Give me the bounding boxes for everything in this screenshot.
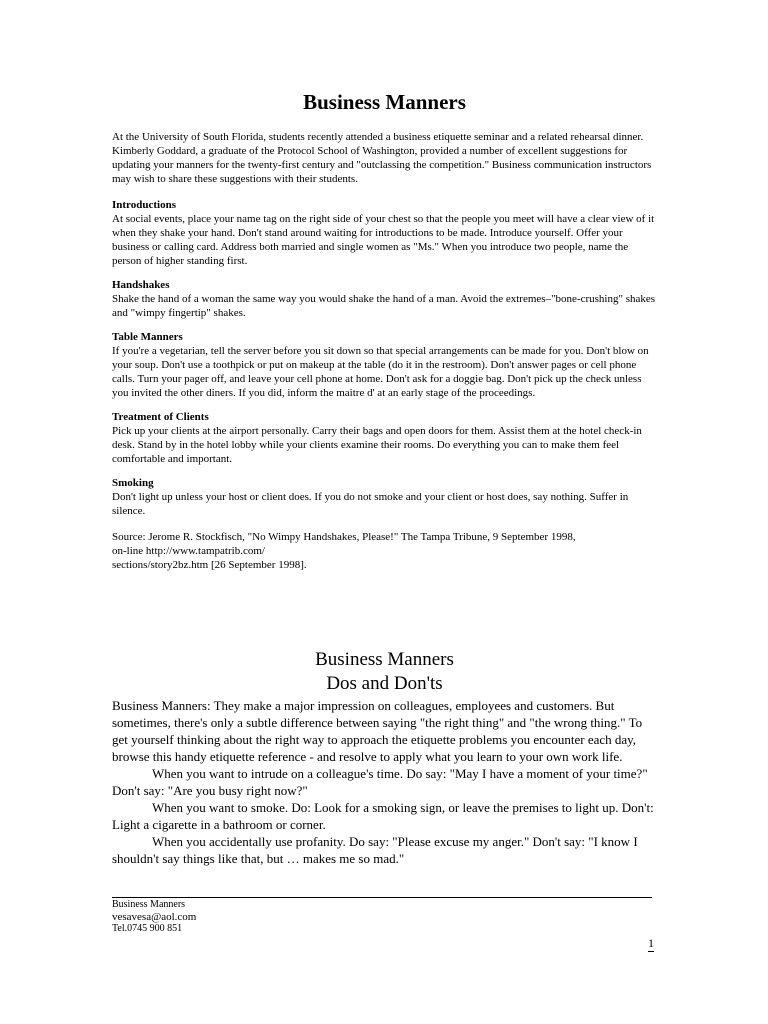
section-table-manners	[112, 330, 657, 400]
section-heading: Treatment of Clients	[112, 411, 209, 423]
section-text: Don't light up unless your host or client does. If you do not smoke and your client or host does, say nothing. Suffer in silence.	[112, 491, 629, 517]
footer-email[interactable]: vesavesa@aol.com	[112, 911, 197, 923]
page-number: 1	[648, 936, 654, 950]
section-heading: Smoking	[112, 477, 154, 489]
second-title-line-1: Business Manners	[315, 649, 454, 670]
source-citation	[112, 530, 657, 572]
dos-paragraph: When you want to smoke. Do: Look for a smoking sign, or leave the premises to light up. Don't: Light a cigarette in a bathroom or corner.	[112, 800, 654, 832]
section-heading: Table Manners	[112, 331, 183, 343]
footer-divider	[112, 897, 652, 898]
section-handshakes	[112, 278, 657, 320]
dos-and-donts-body	[112, 697, 657, 867]
dos-paragraph: When you want to intrude on a colleague's time. Do say: "May I have a moment of your time?" Don't say: "Are you busy right now?"	[112, 766, 648, 798]
source-link-line[interactable]: on-line http://www.tampatrib.com/	[112, 545, 265, 557]
section-text: At social events, place your name tag on the right side of your chest so that the people you meet will have a clear view of it when they shake your hand. Don't stand around waiting for introductions to be made. Introduce yourself. Offer your business or calling card. Address both married and single women as "Ms." When you introduce two people, name the person of higher standing first.	[112, 213, 655, 267]
section-heading: Introductions	[112, 199, 176, 211]
second-title-line-2: Dos and Don'ts	[326, 673, 443, 694]
section-text: If you're a vegetarian, tell the server before you sit down so that special arrangements can be made for you. Don't blow on your soup. Don't use a toothpick or put on makeup at the table (do it in the restroom). Don't answer pages or cell phone calls. Turn your pager off, and leave your cell phone at home. Don't ask for a doggie bag. Don't pick up the check unless you invited the other diners. If you did, inform the maitre d' at an early stage of the proceedings.	[112, 345, 649, 399]
source-line: Source: Jerome R. Stockfisch, "No Wimpy Handshakes, Please!" The Tampa Tribune, 9 September 1998,	[112, 531, 576, 543]
page-footer	[112, 899, 196, 935]
footer-telephone: Tel.0745 900 851	[112, 923, 183, 934]
document-title: Business Manners	[303, 90, 466, 114]
section-text: Pick up your clients at the airport personally. Carry their bags and open doors for them. Assist them at the hotel check-in desk. Stand by in the hotel lobby while your clients examine their rooms. Do everything you can to make them feel comfortable and important.	[112, 425, 642, 465]
dos-paragraph: When you accidentally use profanity. Do say: "Please excuse my anger." Don't say: "I know I shouldn't say things like that, but … makes me so mad."	[112, 834, 638, 866]
section-text: Shake the hand of a woman the same way you would shake the hand of a man. Avoid the extremes–"bone-crushing" shakes and "wimpy fingertip" shakes.	[112, 293, 656, 319]
dos-paragraph: Business Manners: They make a major impression on colleagues, employees and customers. But sometimes, there's only a subtle difference between saying "the right thing" and "the wrong thing." To get yourself thinking about the right way to approach the etiquette problems you encounter each day, browse this handy etiquette reference - and resolve to apply what you learn to your own work life.	[112, 698, 643, 764]
article-body	[112, 130, 657, 572]
footer-title: Business Manners	[112, 899, 186, 910]
section-introductions	[112, 198, 657, 268]
section-smoking	[112, 476, 657, 518]
section-treatment-of-clients	[112, 410, 657, 466]
second-title	[112, 648, 657, 696]
section-heading: Handshakes	[112, 279, 170, 291]
source-line: sections/story2bz.htm [26 September 1998].	[112, 559, 307, 571]
intro-paragraph: At the University of South Florida, students recently attended a business etiquette seminar and a related rehearsal dinner. Kimberly Goddard, a graduate of the Protocol School of Washington, provided a number of excellent suggestions for updating your manners for the twenty-first century and "outclassing the competition." Business communication instructors may wish to share these suggestions with their students.	[112, 131, 652, 185]
